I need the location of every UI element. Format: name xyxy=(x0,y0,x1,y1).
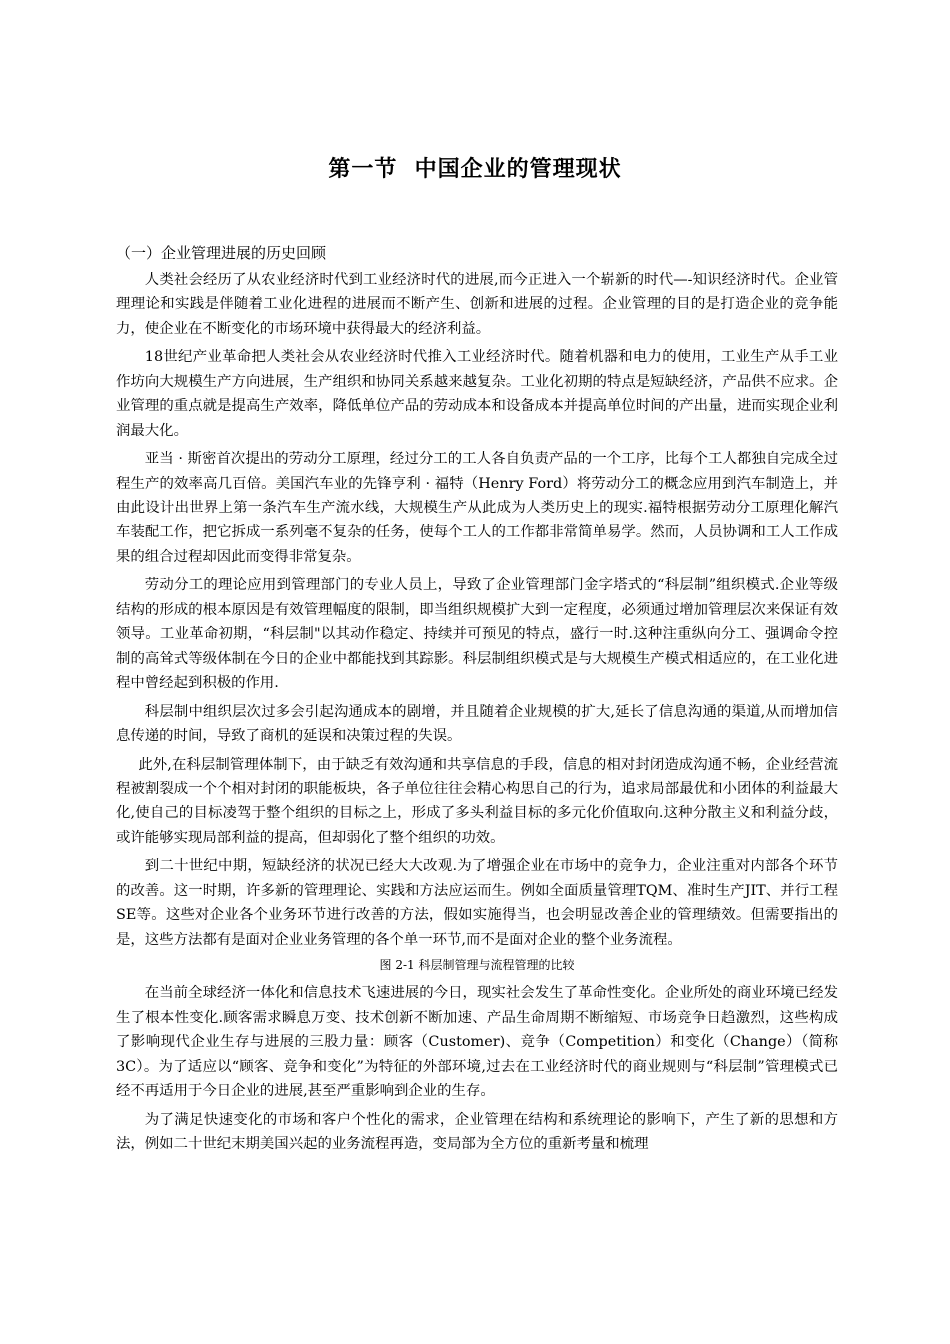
document-body xyxy=(116,268,838,1161)
paragraph: 在当前全球经济一体化和信息技术飞速进展的今日，现实社会发生了革命性变化。企业所处的商业环境已经发生了根本性变化.顾客需求瞬息万变、技术创新不断加速、产品生命周期不断缩短、市场竞争日趋激烈，这些构成了影响现代企业生存与进展的三股力量：顾客（Customer)、竞争（Competition）和变化（Change）（简称3C）。为了适应以“顾客、竞争和变化”为特征的外部环境,过去在工业经济时代的商业规则与“科层制”管理模式已经不再适用于今日企业的进展,甚至严重影响到企业的生存。 xyxy=(116,985,838,1099)
paragraph: 亚当 · 斯密首次提出的劳动分工原理，经过分工的工人各自负责产品的一个工序，比每个工人都独自完成全过程生产的效率高几百倍。美国汽车业的先锋亨利 · 福特（Henry Ford）将劳动分工的概念应用到汽车制造上，并由此设计出世界上第一条汽车生产流水线，大规模生产从此成为人类历史上的现实.福特根据劳动分工原理化解汽车装配工作，把它拆成一系列毫不复杂的任务，使每个工人的工作都非常简单易学。然而，人员协调和工人工作成果的组合过程却因此而变得非常复杂。 xyxy=(116,451,838,565)
paragraph: 18世纪产业革命把人类社会从农业经济时代推入工业经济时代。随着机器和电力的使用，工业生产从手工业作坊向大规模生产方向进展，生产组织和协同关系越来越复杂。工业化初期的特点是短缺经济，产品供不应求。企业管理的重点就是提高生产效率，降低单位产品的劳动成本和设备成本并提高单位时间的产出量，进而实现企业利润最大化。 xyxy=(116,349,838,439)
figure-caption: 图 2-1 科层制管理与流程管理的比较 xyxy=(379,958,575,973)
section-heading: （一）企业管理进展的历史回顾 xyxy=(116,244,327,262)
paragraph: 科层制中组织层次过多会引起沟通成本的剧增，并且随着企业规模的扩大,延长了信息沟通的渠道,从而增加信息传递的时间，导致了商机的延误和决策过程的失误。 xyxy=(116,703,838,745)
paragraph: 劳动分工的理论应用到管理部门的专业人员上，导致了企业管理部门金字塔式的“科层制”组织模式.企业等级结构的形成的根本原因是有效管理幅度的限制，即当组织规模扩大到一定程度，必须通过增加管理层次来保证有效领导。工业革命初期，“科层制"以其动作稳定、持续并可预见的特点，盛行一时.这种注重纵向分工、强调命令控制的高耸式等级体制在今日的企业中都能找到其踪影。科层制组织模式是与大规模生产模式相适应的，在工业化进程中曾经起到积极的作用. xyxy=(116,577,838,692)
paragraph: 为了满足快速变化的市场和客户个性化的需求，企业管理在结构和系统理论的影响下，产生了新的思想和方法，例如二十世纪末期美国兴起的业务流程再造，变局部为全方位的重新考量和梳理 xyxy=(116,1111,838,1152)
page-title: 第一节 中国企业的管理现状 xyxy=(328,157,622,182)
paragraph: 人类社会经历了从农业经济时代到工业经济时代的进展,而今正进入一个崭新的时代—-知识经济时代。企业管理理论和实践是伴随着工业化进程的进展而不断产生、创新和进展的过程。企业管理的目的是打造企业的竞争能力，使企业在不断变化的市场环境中获得最大的经济利益。 xyxy=(116,272,838,337)
paragraph: 此外,在科层制管理体制下，由于缺乏有效沟通和共享信息的手段，信息的相对封闭造成沟通不畅，企业经营流程被割裂成一个个相对封闭的职能板块，各子单位往往会精心构思自己的行为，追求局部最优和小团体的利益最大化,使自己的目标凌驾于整个组织的目标之上，形成了多头利益目标的多元化价值取向.这种分散主义和利益分歧，或许能够实现局部利益的提高，但却弱化了整个组织的功效。 xyxy=(116,756,838,846)
paragraph: 到二十世纪中期，短缺经济的状况已经大大改观.为了增强企业在市场中的竞争力，企业注重对内部各个环节的改善。这一时期，许多新的管理理论、实践和方法应运而生。例如全面质量管理TQM、准时生产JIT、并行工程SE等。这些对企业各个业务环节进行改善的方法，假如实施得当，也会明显改善企业的管理绩效。但需要指出的是，这些方法都有是面对企业业务管理的各个单一环节,而不是面对企业的整个业务流程。 xyxy=(116,858,838,948)
